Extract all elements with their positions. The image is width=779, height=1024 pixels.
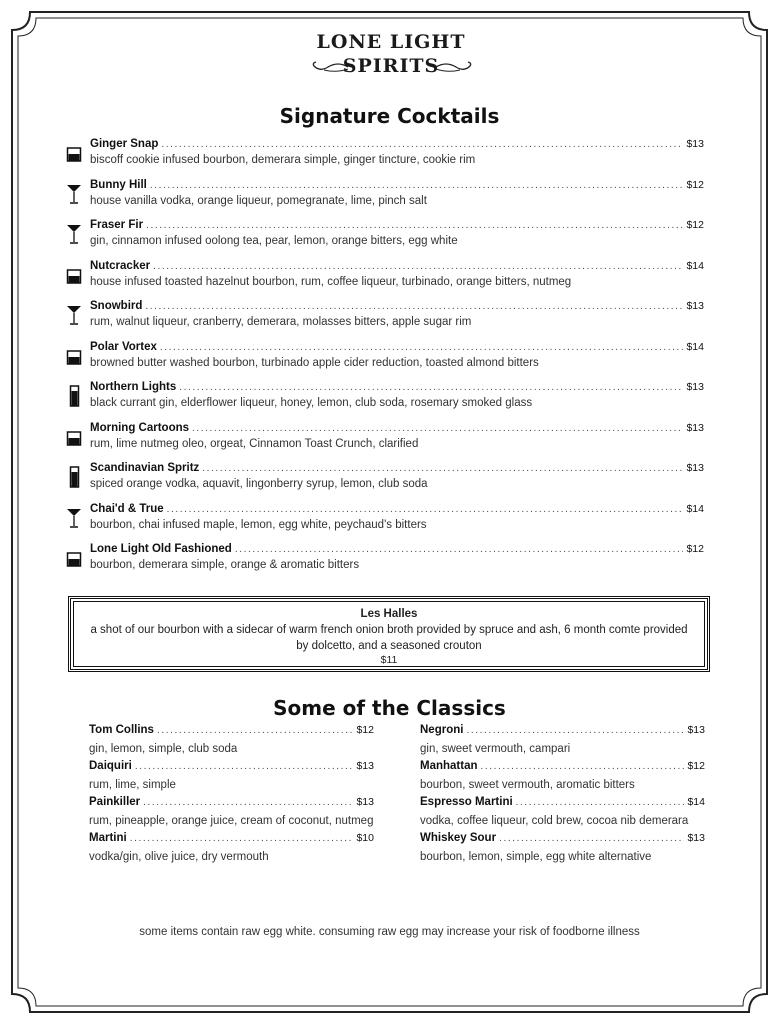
list-item bbox=[89, 832, 374, 865]
list-item bbox=[66, 259, 706, 300]
item-name: Manhattan bbox=[420, 760, 478, 772]
raw-egg-disclaimer: some items contain raw egg white. consuming raw egg may increase your risk of foodborne illness bbox=[139, 926, 640, 938]
item-name: Fraser Fir bbox=[90, 219, 144, 231]
item-name: Scandinavian Spritz bbox=[90, 462, 200, 474]
list-item bbox=[66, 542, 706, 583]
leader-dots bbox=[145, 301, 683, 312]
rocks-glass-icon bbox=[66, 547, 82, 569]
item-description: gin, sweet vermouth, campari bbox=[420, 743, 571, 755]
item-price: $12 bbox=[686, 219, 704, 231]
item-price: $13 bbox=[686, 138, 704, 150]
item-description: vodka/gin, olive juice, dry vermouth bbox=[89, 851, 269, 863]
item-name: Daiquiri bbox=[89, 760, 132, 772]
item-description: spiced orange vodka, aquavit, lingonberry syrup, lemon, club soda bbox=[90, 478, 428, 490]
item-name: Morning Cartoons bbox=[90, 421, 190, 434]
leader-dots bbox=[161, 139, 683, 150]
item-name: Negroni bbox=[420, 724, 464, 736]
coupe-glass-icon bbox=[66, 304, 82, 326]
rocks-glass-icon bbox=[66, 264, 82, 286]
item-description: rum, lime, simple bbox=[89, 779, 176, 791]
item-price: $14 bbox=[687, 796, 705, 808]
special-name: Les Halles bbox=[360, 608, 418, 620]
coupe-glass-icon bbox=[66, 223, 82, 245]
leader-dots bbox=[153, 261, 683, 272]
item-price: $13 bbox=[686, 462, 704, 474]
leader-dots bbox=[160, 342, 684, 353]
leader-dots bbox=[167, 504, 684, 515]
item-name: Martini bbox=[89, 832, 127, 844]
leader-dots bbox=[157, 725, 354, 736]
leader-dots bbox=[499, 833, 684, 844]
item-description: house vanilla vodka, orange liqueur, pomegranate, lime, pinch salt bbox=[90, 194, 427, 207]
special-description: a shot of our bourbon with a sidecar of warm french onion broth provided by spruce and ash, 6 month comte provided by dolcetto, and a seasoned crouton bbox=[90, 624, 688, 652]
list-item bbox=[420, 832, 705, 865]
list-item bbox=[89, 724, 374, 757]
item-description: vodka, coffee liqueur, cold brew, cocoa nib demerara bbox=[420, 815, 689, 827]
coupe-glass-icon bbox=[66, 507, 82, 529]
item-price: $13 bbox=[356, 760, 374, 772]
rocks-glass-icon bbox=[66, 142, 82, 164]
leader-dots bbox=[130, 833, 354, 844]
item-description: bourbon, sweet vermouth, aromatic bitters bbox=[420, 779, 635, 791]
leader-dots bbox=[179, 382, 683, 393]
brand-line-2: SPIRITS bbox=[342, 55, 440, 77]
item-price: $12 bbox=[356, 724, 374, 736]
item-price: $13 bbox=[687, 832, 705, 844]
item-description: house infused toasted hazelnut bourbon, rum, coffee liqueur, turbinado, orange bitters, nutmeg bbox=[90, 275, 572, 288]
list-item bbox=[89, 760, 374, 793]
item-name: Lone Light Old Fashioned bbox=[90, 543, 232, 555]
item-price: $12 bbox=[686, 543, 704, 555]
brand-line-1: LONE LIGHT bbox=[316, 31, 466, 53]
rocks-glass-icon bbox=[66, 426, 82, 448]
item-name: Ginger Snap bbox=[90, 138, 159, 150]
coupe-glass-icon bbox=[66, 183, 82, 205]
item-price: $13 bbox=[686, 421, 704, 434]
item-name: Espresso Martini bbox=[420, 796, 513, 808]
list-item bbox=[420, 796, 705, 829]
item-name: Snowbird bbox=[90, 300, 143, 312]
item-price: $14 bbox=[686, 502, 704, 515]
list-item bbox=[66, 299, 706, 340]
item-price: $14 bbox=[686, 259, 704, 272]
item-description: rum, walnut liqueur, cranberry, demerara, molasses bitters, apple sugar rim bbox=[90, 316, 472, 328]
rocks-glass-icon bbox=[66, 345, 82, 367]
list-item bbox=[66, 421, 706, 462]
list-item bbox=[66, 137, 706, 178]
item-price: $13 bbox=[356, 796, 374, 808]
item-name: Tom Collins bbox=[89, 724, 154, 736]
leader-dots bbox=[135, 761, 354, 772]
item-price: $12 bbox=[686, 178, 704, 191]
leader-dots bbox=[192, 423, 683, 434]
leader-dots bbox=[235, 544, 684, 555]
item-name: Bunny Hill bbox=[90, 178, 147, 191]
item-price: $13 bbox=[687, 724, 705, 736]
list-item bbox=[66, 340, 706, 381]
list-item bbox=[89, 796, 374, 829]
list-item bbox=[66, 461, 706, 502]
list-item bbox=[66, 502, 706, 543]
item-price: $13 bbox=[686, 381, 704, 393]
item-description: browned butter washed bourbon, turbinado apple cider reduction, toasted almond bitters bbox=[90, 356, 539, 369]
item-name: Northern Lights bbox=[90, 381, 177, 393]
special-feature-box bbox=[68, 596, 710, 672]
leader-dots bbox=[516, 797, 685, 808]
item-name: Nutcracker bbox=[90, 259, 151, 272]
signature-cocktails-heading: Signature Cocktails bbox=[279, 104, 500, 128]
item-description: gin, cinnamon infused oolong tea, pear, lemon, orange bitters, egg white bbox=[90, 235, 458, 247]
leader-dots bbox=[150, 180, 684, 191]
item-price: $12 bbox=[687, 760, 705, 772]
classics-heading: Some of the Classics bbox=[273, 696, 506, 720]
item-name: Chai'd & True bbox=[90, 502, 164, 515]
leader-dots bbox=[466, 725, 684, 736]
item-price: $14 bbox=[686, 340, 704, 353]
item-description: biscoff cookie infused bourbon, demerara simple, ginger tincture, cookie rim bbox=[90, 154, 476, 166]
item-description: bourbon, demerara simple, orange & aromatic bitters bbox=[90, 559, 360, 571]
item-description: rum, lime nutmeg oleo, orgeat, Cinnamon Toast Crunch, clarified bbox=[90, 437, 419, 450]
classics-left-column bbox=[89, 724, 374, 868]
classics-right-column bbox=[420, 724, 705, 868]
item-description: bourbon, chai infused maple, lemon, egg white, peychaud's bitters bbox=[90, 518, 427, 531]
collins-glass-icon bbox=[66, 466, 82, 488]
item-name: Painkiller bbox=[89, 796, 141, 808]
signature-cocktail-list bbox=[66, 137, 706, 583]
item-name: Polar Vortex bbox=[90, 340, 157, 353]
leader-dots bbox=[146, 220, 683, 231]
list-item bbox=[420, 724, 705, 757]
item-description: black currant gin, elderflower liqueur, honey, lemon, club soda, rosemary smoked glass bbox=[90, 397, 533, 409]
collins-glass-icon bbox=[66, 385, 82, 407]
special-price: $11 bbox=[380, 654, 398, 666]
item-description: bourbon, lemon, simple, egg white alternative bbox=[420, 851, 652, 863]
list-item bbox=[66, 380, 706, 421]
item-name: Whiskey Sour bbox=[420, 832, 497, 844]
item-description: gin, lemon, simple, club soda bbox=[89, 743, 238, 755]
brand-logo bbox=[306, 25, 476, 87]
item-description: rum, pineapple, orange juice, cream of coconut, nutmeg bbox=[89, 815, 374, 827]
list-item bbox=[420, 760, 705, 793]
list-item bbox=[66, 178, 706, 219]
leader-dots bbox=[202, 463, 683, 474]
list-item bbox=[66, 218, 706, 259]
item-price: $13 bbox=[686, 300, 704, 312]
item-price: $10 bbox=[356, 832, 374, 844]
leader-dots bbox=[143, 797, 353, 808]
leader-dots bbox=[481, 761, 685, 772]
